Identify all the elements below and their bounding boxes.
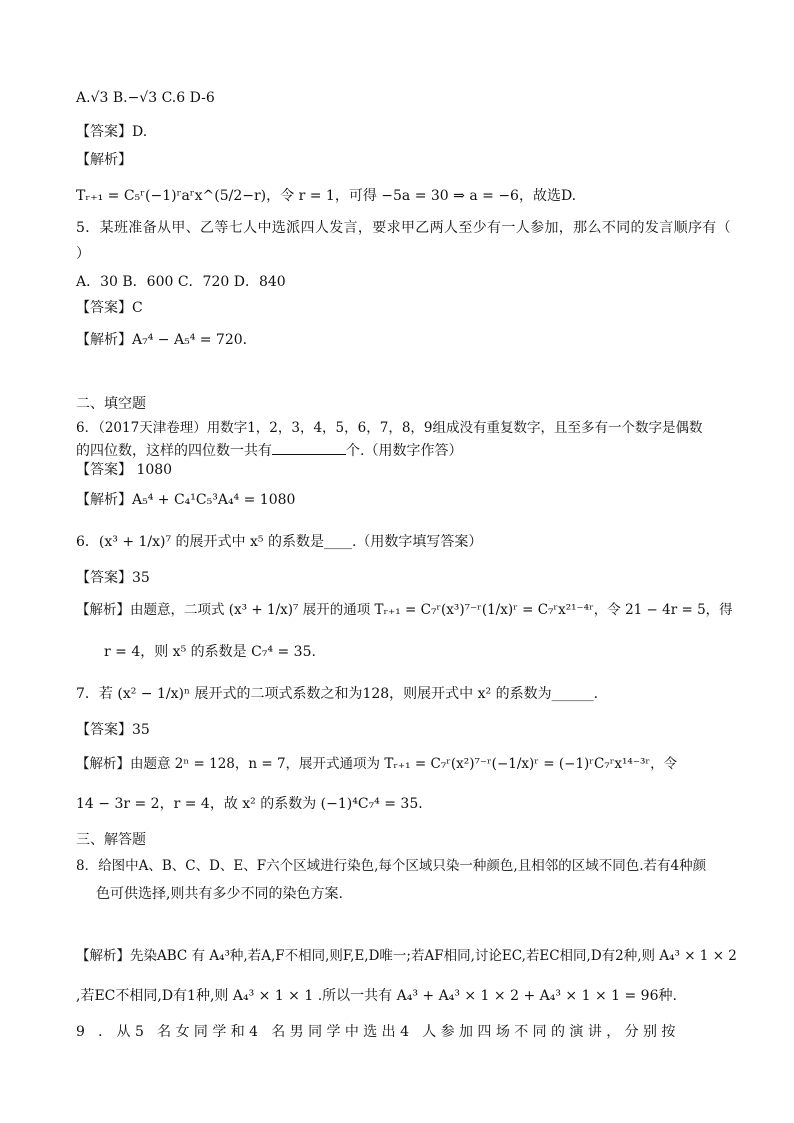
q8-stem-line2: 色可供选择,则共有多少不同的染色方案. xyxy=(96,886,343,902)
q4-analysis-label: 【解析】 xyxy=(76,152,132,168)
q8-stem-line1: 8．给图中A、B、C、D、E、F六个区域进行染色,每个区域只染一种颜色,且相邻的区域不同色.若有4种颜 xyxy=(76,858,707,874)
q6a-answer: 【答案】 1080 xyxy=(76,462,173,478)
q6a-stem-part2: 个.（用数字作答） xyxy=(346,443,463,459)
q6a-stem-part1: 的四位数，这样的四位数一共有 xyxy=(76,443,272,459)
q5-analysis: 【解析】A₇⁴ − A₅⁴ = 720． xyxy=(76,332,257,348)
q6b-answer: 【答案】35 xyxy=(76,570,150,586)
q5-options: A．30 B．600 C．720 D．840 xyxy=(76,274,286,290)
q5-stem-line1: 5．某班准备从甲、乙等七人中选派四人发言，要求甲乙两人至少有一人参加，那么不同的发言顺序有（ xyxy=(76,220,732,236)
q6b-analysis-line2: r = 4，则 x⁵ 的系数是 C₇⁴ = 35. xyxy=(104,644,316,660)
q7-analysis-line1: 【解析】由题意 2ⁿ = 128，n = 7，展开式通项为 Tᵣ₊₁ = C₇ʳ(x²)⁷⁻ʳ(−1/x)ʳ = (−1)ʳC₇ʳx¹⁴⁻³ʳ，令 xyxy=(76,756,678,772)
q6a-stem-line1: 6．（2017天津卷理）用数字1，2，3，4，5，6，7，8，9组成没有重复数字，且至多有一个数字是偶数 xyxy=(76,420,703,436)
q8-analysis-line1: 【解析】先染ABC 有 A₄³种,若A,F不相同,则F,E,D唯一;若AF相同,讨论EC,若EC相同,D有2种,则 A₄³ × 1 × 2 xyxy=(76,948,737,964)
q6a-analysis: 【解析】A₅⁴ + C₄¹C₅³A₄⁴ = 1080 xyxy=(76,492,296,508)
q7-analysis-line2: 14 − 3r = 2，r = 4，故 x² 的系数为 (−1)⁴C₇⁴ = 35． xyxy=(76,796,433,812)
q9-stem: 9 ．从5 名女同学和4 名男同学中选出4 人参加四场不同的演讲，分别按 xyxy=(76,1024,680,1040)
q4-answer: 【答案】D. xyxy=(76,124,148,140)
q6a-answer-blank xyxy=(272,440,346,455)
section-answer-heading: 三、解答题 xyxy=(76,832,146,848)
q7-answer: 【答案】35 xyxy=(76,722,150,738)
q6b-analysis-line1: 【解析】由题意，二项式 (x³ + 1/x)⁷ 展开的通项 Tᵣ₊₁ = C₇ʳ(x³)⁷⁻ʳ(1/x)ʳ = C₇ʳx²¹⁻⁴ʳ，令 21 − 4r = 5，得 xyxy=(76,602,733,618)
q4-options: A.√3 B.−√3 C.6 D-6 xyxy=(76,90,215,106)
q5-answer: 【答案】C xyxy=(76,300,143,316)
q6b-stem: 6．(x³ + 1/x)⁷ 的展开式中 x⁵ 的系数是____.（用数字填写答案） xyxy=(76,534,483,550)
q5-stem-line2: ） xyxy=(76,246,90,262)
section-fill-blank-heading: 二、填空题 xyxy=(76,396,146,412)
q8-analysis-line2: ,若EC不相同,D有1种,则 A₄³ × 1 × 1 .所以一共有 A₄³ + A₄³ × 1 × 2 + A₄³ × 1 × 1 = 96种. xyxy=(76,988,677,1004)
q7-stem: 7．若 (x² − 1/x)ⁿ 展开式的二项式系数之和为128，则展开式中 x² 的系数为______. xyxy=(76,686,599,702)
q4-analysis: Tᵣ₊₁ = C₅ʳ(−1)ʳaʳx^(5/2−r)，令 r = 1，可得 −5a = 30 ⇒ a = −6，故选D. xyxy=(76,188,577,204)
q6a-stem-line2 xyxy=(76,440,462,461)
